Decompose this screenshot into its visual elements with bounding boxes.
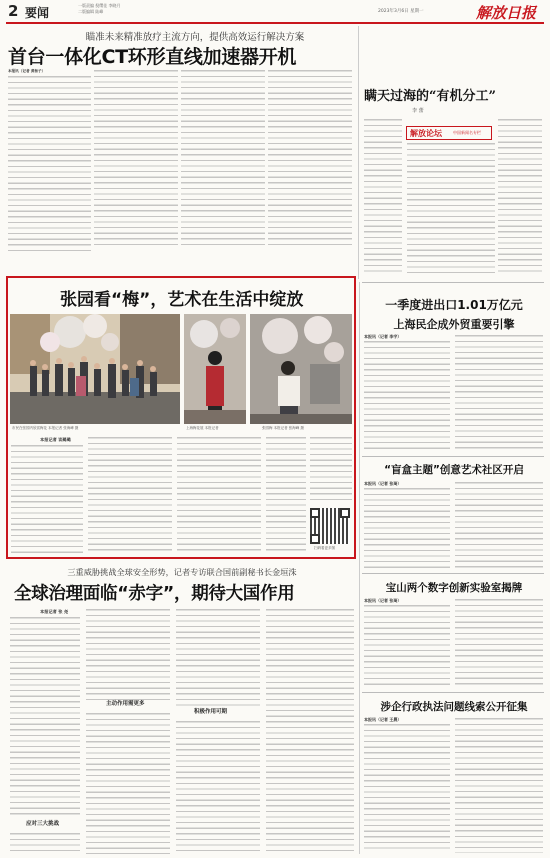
- governance-body-col4: [266, 608, 354, 854]
- clue-top-rule: [362, 692, 544, 693]
- ct-byline: 本报讯（记者 黄杨子）: [8, 69, 46, 73]
- trade-top-rule: [362, 282, 544, 283]
- governance-headline: 全球治理面临“赤字”，期待大国作用: [14, 584, 295, 604]
- column-byline: 李 蕾: [412, 108, 424, 114]
- blindbox-headline: “盲盒主题”创意艺术社区开启: [384, 464, 524, 476]
- photo-body-col3: [177, 436, 261, 554]
- photo-body-col4: [266, 436, 306, 554]
- header-rule: [6, 22, 544, 24]
- governance-body-col3b: [176, 720, 260, 854]
- trade-byline: 本报讯（记者 李宇）: [364, 334, 402, 339]
- blindbox-top-rule: [362, 456, 544, 457]
- column-badge: [406, 126, 492, 140]
- blindbox-body-col1: [364, 487, 450, 569]
- governance-kicker: 三重威胁挑战全球安全形势，记者专访联合国前副秘书长金垣洙: [67, 567, 297, 577]
- clue-headline: 涉企行政执法问题线索公开征集: [380, 701, 528, 713]
- governance-body-col2: [86, 608, 170, 700]
- clue-byline: 本报讯（记者 王晨）: [364, 717, 402, 722]
- clue-body-col2: [455, 717, 543, 853]
- photo-caption-left: 市民在张园内欣赏梅花 本报记者 张海峰 摄: [12, 426, 79, 430]
- trade-body-col2: [455, 334, 543, 452]
- photo-body-col1: [11, 444, 83, 554]
- photo-body-col5: [310, 436, 352, 504]
- lab-headline: 宝山两个数字创新实验室揭牌: [385, 582, 523, 594]
- photo-feature-byline: 本报记者 谈璐璐: [40, 437, 71, 442]
- lab-body-col1: [364, 604, 450, 688]
- ct-kicker: 瞄准未来精准放疗主流方向，提供高效运行解决方案: [85, 32, 305, 43]
- column-badge-label: 解放论坛: [410, 128, 442, 138]
- column-body-col3: [498, 118, 542, 276]
- page-header: [0, 0, 550, 24]
- trade-body-col1: [364, 340, 450, 452]
- blindbox-byline: 本报讯（记者 张琦）: [364, 481, 402, 486]
- qr-code[interactable]: [310, 508, 350, 544]
- qr-label: 扫码看更多图: [314, 546, 335, 550]
- governance-body-col3: [176, 608, 260, 708]
- column-body-col1: [364, 118, 402, 276]
- photo-boy-plum: [250, 314, 352, 424]
- lab-top-rule: [362, 573, 544, 574]
- clue-body-col1: [364, 723, 450, 853]
- ct-body-col4: [268, 69, 352, 247]
- governance-subhead-2: 积极作用可期: [194, 709, 228, 715]
- ct-headline: 首台一体化CT环形直线加速器开机: [8, 46, 297, 68]
- paper-name: 解放日报: [476, 4, 537, 22]
- column-divider: [358, 26, 359, 279]
- photo-body-col2: [88, 436, 172, 554]
- trade-headline: 一季度进出口1.01万亿元: [385, 298, 523, 312]
- ct-body-col3: [181, 69, 265, 247]
- governance-body-col2b: [86, 712, 170, 854]
- trade-subheadline: 上海民企成外贸重要引擎: [393, 318, 515, 331]
- photo-woman-plum: [184, 314, 246, 424]
- page-number: 2: [8, 2, 19, 20]
- right-column-divider: [359, 282, 360, 854]
- section-label: 要闻: [25, 6, 50, 20]
- governance-body-col1: [10, 616, 80, 816]
- governance-byline: 本报记者 张 尧: [40, 609, 69, 614]
- column-body-col2: [407, 142, 495, 276]
- photo-plum-crowd: [10, 314, 180, 424]
- column-title: 瞒天过海的“有机分工”: [364, 89, 496, 104]
- governance-body-col1b: [10, 832, 80, 854]
- masthead-info: 一版责编 倪缨佳 李晓月 二版编辑 陆峰: [78, 3, 121, 14]
- governance-sidebar-heading: 应对三大挑战: [26, 821, 60, 827]
- column-badge-sub: 中国新闻名专栏: [453, 130, 481, 135]
- photo-feature-headline: 张园看“梅”，艺术在生活中绽放: [60, 290, 304, 310]
- lab-body-col2: [455, 598, 543, 688]
- photo-caption-right: 张园梅 本报记者 张海峰 摄: [262, 426, 304, 430]
- ct-body-col1: [8, 75, 91, 253]
- blindbox-body-col2: [455, 481, 543, 569]
- date-line: 2023年3月6日 星期一: [378, 9, 424, 14]
- governance-subhead-1: 主动作用需更多: [106, 701, 145, 707]
- ct-body-col2: [94, 69, 178, 247]
- photo-caption-mid: 上海梅花展 本报记者: [186, 426, 219, 430]
- lab-byline: 本报讯（记者 张琦）: [364, 598, 402, 603]
